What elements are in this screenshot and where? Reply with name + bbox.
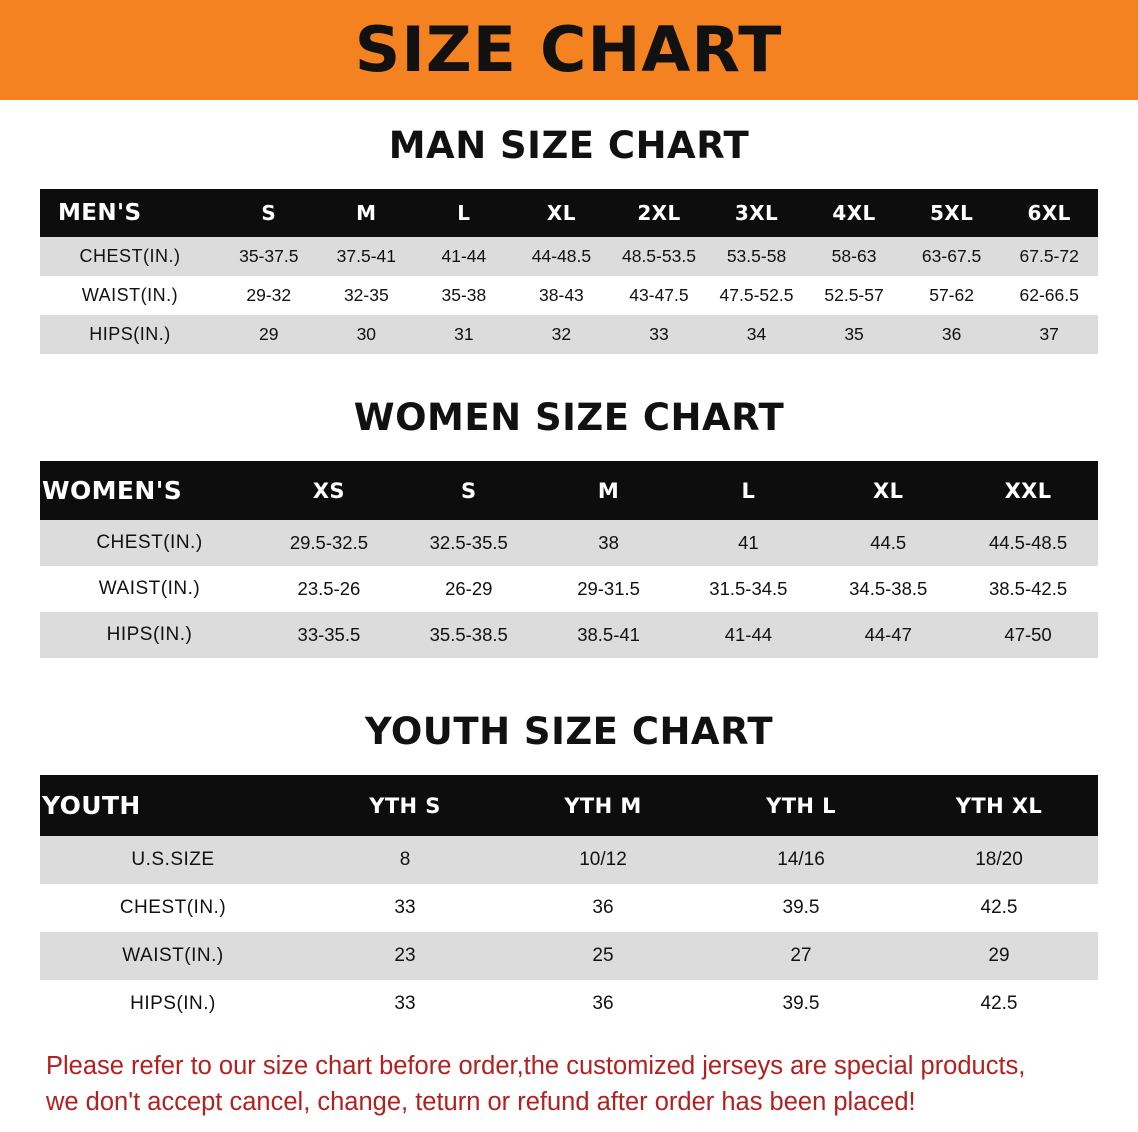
youth-table-head bbox=[40, 775, 1098, 836]
youth-cell: 29 bbox=[900, 932, 1098, 980]
women-cell: 41 bbox=[678, 520, 818, 566]
man-cell: 30 bbox=[318, 315, 416, 354]
women-header-cell: XXL bbox=[958, 461, 1098, 520]
table-row bbox=[40, 612, 1098, 658]
women-cell: 38.5-41 bbox=[539, 612, 679, 658]
man-header-cell: 5XL bbox=[903, 189, 1001, 237]
table-header-row bbox=[40, 461, 1098, 520]
youth-header-cell: YOUTH bbox=[40, 775, 306, 836]
women-header-cell: S bbox=[399, 461, 539, 520]
table-row bbox=[40, 980, 1098, 1028]
women-cell: 33-35.5 bbox=[259, 612, 399, 658]
youth-cell: 42.5 bbox=[900, 980, 1098, 1028]
table-row bbox=[40, 932, 1098, 980]
women-size-chart-title: WOMEN SIZE CHART bbox=[353, 396, 785, 439]
man-cell: 35-37.5 bbox=[220, 237, 318, 276]
man-cell: 32 bbox=[513, 315, 611, 354]
table-row bbox=[40, 884, 1098, 932]
youth-cell: 27 bbox=[702, 932, 900, 980]
youth-size-chart-table bbox=[40, 775, 1098, 1028]
youth-header-cell: YTH XL bbox=[900, 775, 1098, 836]
page-title: SIZE CHART bbox=[355, 13, 783, 86]
women-size-chart-table-wrap bbox=[40, 461, 1098, 658]
women-cell: 47-50 bbox=[958, 612, 1098, 658]
table-row bbox=[40, 237, 1098, 276]
man-header-cell: MEN'S bbox=[40, 189, 220, 237]
youth-cell: 33 bbox=[306, 884, 504, 932]
man-cell: 37 bbox=[1000, 315, 1098, 354]
table-row bbox=[40, 315, 1098, 354]
man-cell: 44-48.5 bbox=[513, 237, 611, 276]
women-cell: 44-47 bbox=[818, 612, 958, 658]
man-cell: 47.5-52.5 bbox=[708, 276, 806, 315]
man-cell: 33 bbox=[610, 315, 708, 354]
man-cell: 34 bbox=[708, 315, 806, 354]
youth-cell: 33 bbox=[306, 980, 504, 1028]
women-cell: 44.5 bbox=[818, 520, 958, 566]
man-header-cell: XL bbox=[513, 189, 611, 237]
man-header-cell: M bbox=[318, 189, 416, 237]
youth-size-chart-title: YOUTH SIZE CHART bbox=[364, 710, 774, 753]
man-table-body bbox=[40, 237, 1098, 354]
youth-cell: 23 bbox=[306, 932, 504, 980]
table-row bbox=[40, 276, 1098, 315]
youth-cell: 25 bbox=[504, 932, 702, 980]
youth-size-chart-table-wrap bbox=[40, 775, 1098, 1028]
youth-cell: 36 bbox=[504, 884, 702, 932]
youth-cell: 39.5 bbox=[702, 980, 900, 1028]
women-header-cell: M bbox=[539, 461, 679, 520]
man-cell: 67.5-72 bbox=[1000, 237, 1098, 276]
women-header-cell: XS bbox=[259, 461, 399, 520]
youth-row-label: WAIST(IN.) bbox=[40, 932, 306, 980]
man-cell: 58-63 bbox=[805, 237, 903, 276]
youth-cell: 8 bbox=[306, 836, 504, 884]
man-header-cell: L bbox=[415, 189, 513, 237]
youth-cell: 39.5 bbox=[702, 884, 900, 932]
youth-header-cell: YTH M bbox=[504, 775, 702, 836]
man-cell: 53.5-58 bbox=[708, 237, 806, 276]
man-header-cell: 2XL bbox=[610, 189, 708, 237]
man-cell: 31 bbox=[415, 315, 513, 354]
women-cell: 29.5-32.5 bbox=[259, 520, 399, 566]
man-row-label: CHEST(IN.) bbox=[40, 237, 220, 276]
youth-cell: 36 bbox=[504, 980, 702, 1028]
women-header-cell: XL bbox=[818, 461, 958, 520]
man-size-chart-table bbox=[40, 189, 1098, 354]
page-banner bbox=[0, 0, 1138, 100]
man-cell: 37.5-41 bbox=[318, 237, 416, 276]
youth-row-label: HIPS(IN.) bbox=[40, 980, 306, 1028]
women-cell: 23.5-26 bbox=[259, 566, 399, 612]
man-size-chart-title: MAN SIZE CHART bbox=[388, 124, 750, 167]
man-cell: 29-32 bbox=[220, 276, 318, 315]
women-cell: 31.5-34.5 bbox=[678, 566, 818, 612]
man-header-cell: 3XL bbox=[708, 189, 806, 237]
man-cell: 38-43 bbox=[513, 276, 611, 315]
man-cell: 35 bbox=[805, 315, 903, 354]
table-header-row bbox=[40, 775, 1098, 836]
women-cell: 41-44 bbox=[678, 612, 818, 658]
man-cell: 62-66.5 bbox=[1000, 276, 1098, 315]
man-row-label: WAIST(IN.) bbox=[40, 276, 220, 315]
disclaimer-note bbox=[34, 1048, 1104, 1120]
youth-cell: 10/12 bbox=[504, 836, 702, 884]
women-header-cell: WOMEN'S bbox=[40, 461, 259, 520]
table-row bbox=[40, 836, 1098, 884]
man-cell: 35-38 bbox=[415, 276, 513, 315]
man-cell: 57-62 bbox=[903, 276, 1001, 315]
women-cell: 44.5-48.5 bbox=[958, 520, 1098, 566]
man-header-cell: 6XL bbox=[1000, 189, 1098, 237]
women-cell: 38 bbox=[539, 520, 679, 566]
youth-row-label: U.S.SIZE bbox=[40, 836, 306, 884]
man-cell: 32-35 bbox=[318, 276, 416, 315]
women-table-head bbox=[40, 461, 1098, 520]
man-cell: 48.5-53.5 bbox=[610, 237, 708, 276]
women-cell: 38.5-42.5 bbox=[958, 566, 1098, 612]
disclaimer-line-1: Please refer to our size chart before order,the customized jerseys are special products, bbox=[46, 1052, 1026, 1080]
women-header-cell: L bbox=[678, 461, 818, 520]
women-cell: 35.5-38.5 bbox=[399, 612, 539, 658]
women-row-label: HIPS(IN.) bbox=[40, 612, 259, 658]
man-header-cell: S bbox=[220, 189, 318, 237]
youth-table-body bbox=[40, 836, 1098, 1028]
man-row-label: HIPS(IN.) bbox=[40, 315, 220, 354]
women-cell: 26-29 bbox=[399, 566, 539, 612]
man-cell: 41-44 bbox=[415, 237, 513, 276]
women-row-label: CHEST(IN.) bbox=[40, 520, 259, 566]
youth-header-cell: YTH L bbox=[702, 775, 900, 836]
man-cell: 63-67.5 bbox=[903, 237, 1001, 276]
man-cell: 43-47.5 bbox=[610, 276, 708, 315]
man-cell: 52.5-57 bbox=[805, 276, 903, 315]
youth-cell: 18/20 bbox=[900, 836, 1098, 884]
women-cell: 29-31.5 bbox=[539, 566, 679, 612]
man-size-chart-table-wrap bbox=[40, 189, 1098, 354]
table-header-row bbox=[40, 189, 1098, 237]
women-row-label: WAIST(IN.) bbox=[40, 566, 259, 612]
youth-row-label: CHEST(IN.) bbox=[40, 884, 306, 932]
man-header-cell: 4XL bbox=[805, 189, 903, 237]
man-cell: 29 bbox=[220, 315, 318, 354]
man-cell: 36 bbox=[903, 315, 1001, 354]
youth-cell: 14/16 bbox=[702, 836, 900, 884]
women-cell: 32.5-35.5 bbox=[399, 520, 539, 566]
youth-cell: 42.5 bbox=[900, 884, 1098, 932]
table-row bbox=[40, 520, 1098, 566]
man-table-head bbox=[40, 189, 1098, 237]
disclaimer-line-2: we don't accept cancel, change, teturn or refund after order has been placed! bbox=[46, 1088, 916, 1117]
table-row bbox=[40, 566, 1098, 612]
women-size-chart-table bbox=[40, 461, 1098, 658]
women-table-body bbox=[40, 520, 1098, 658]
women-cell: 34.5-38.5 bbox=[818, 566, 958, 612]
youth-header-cell: YTH S bbox=[306, 775, 504, 836]
